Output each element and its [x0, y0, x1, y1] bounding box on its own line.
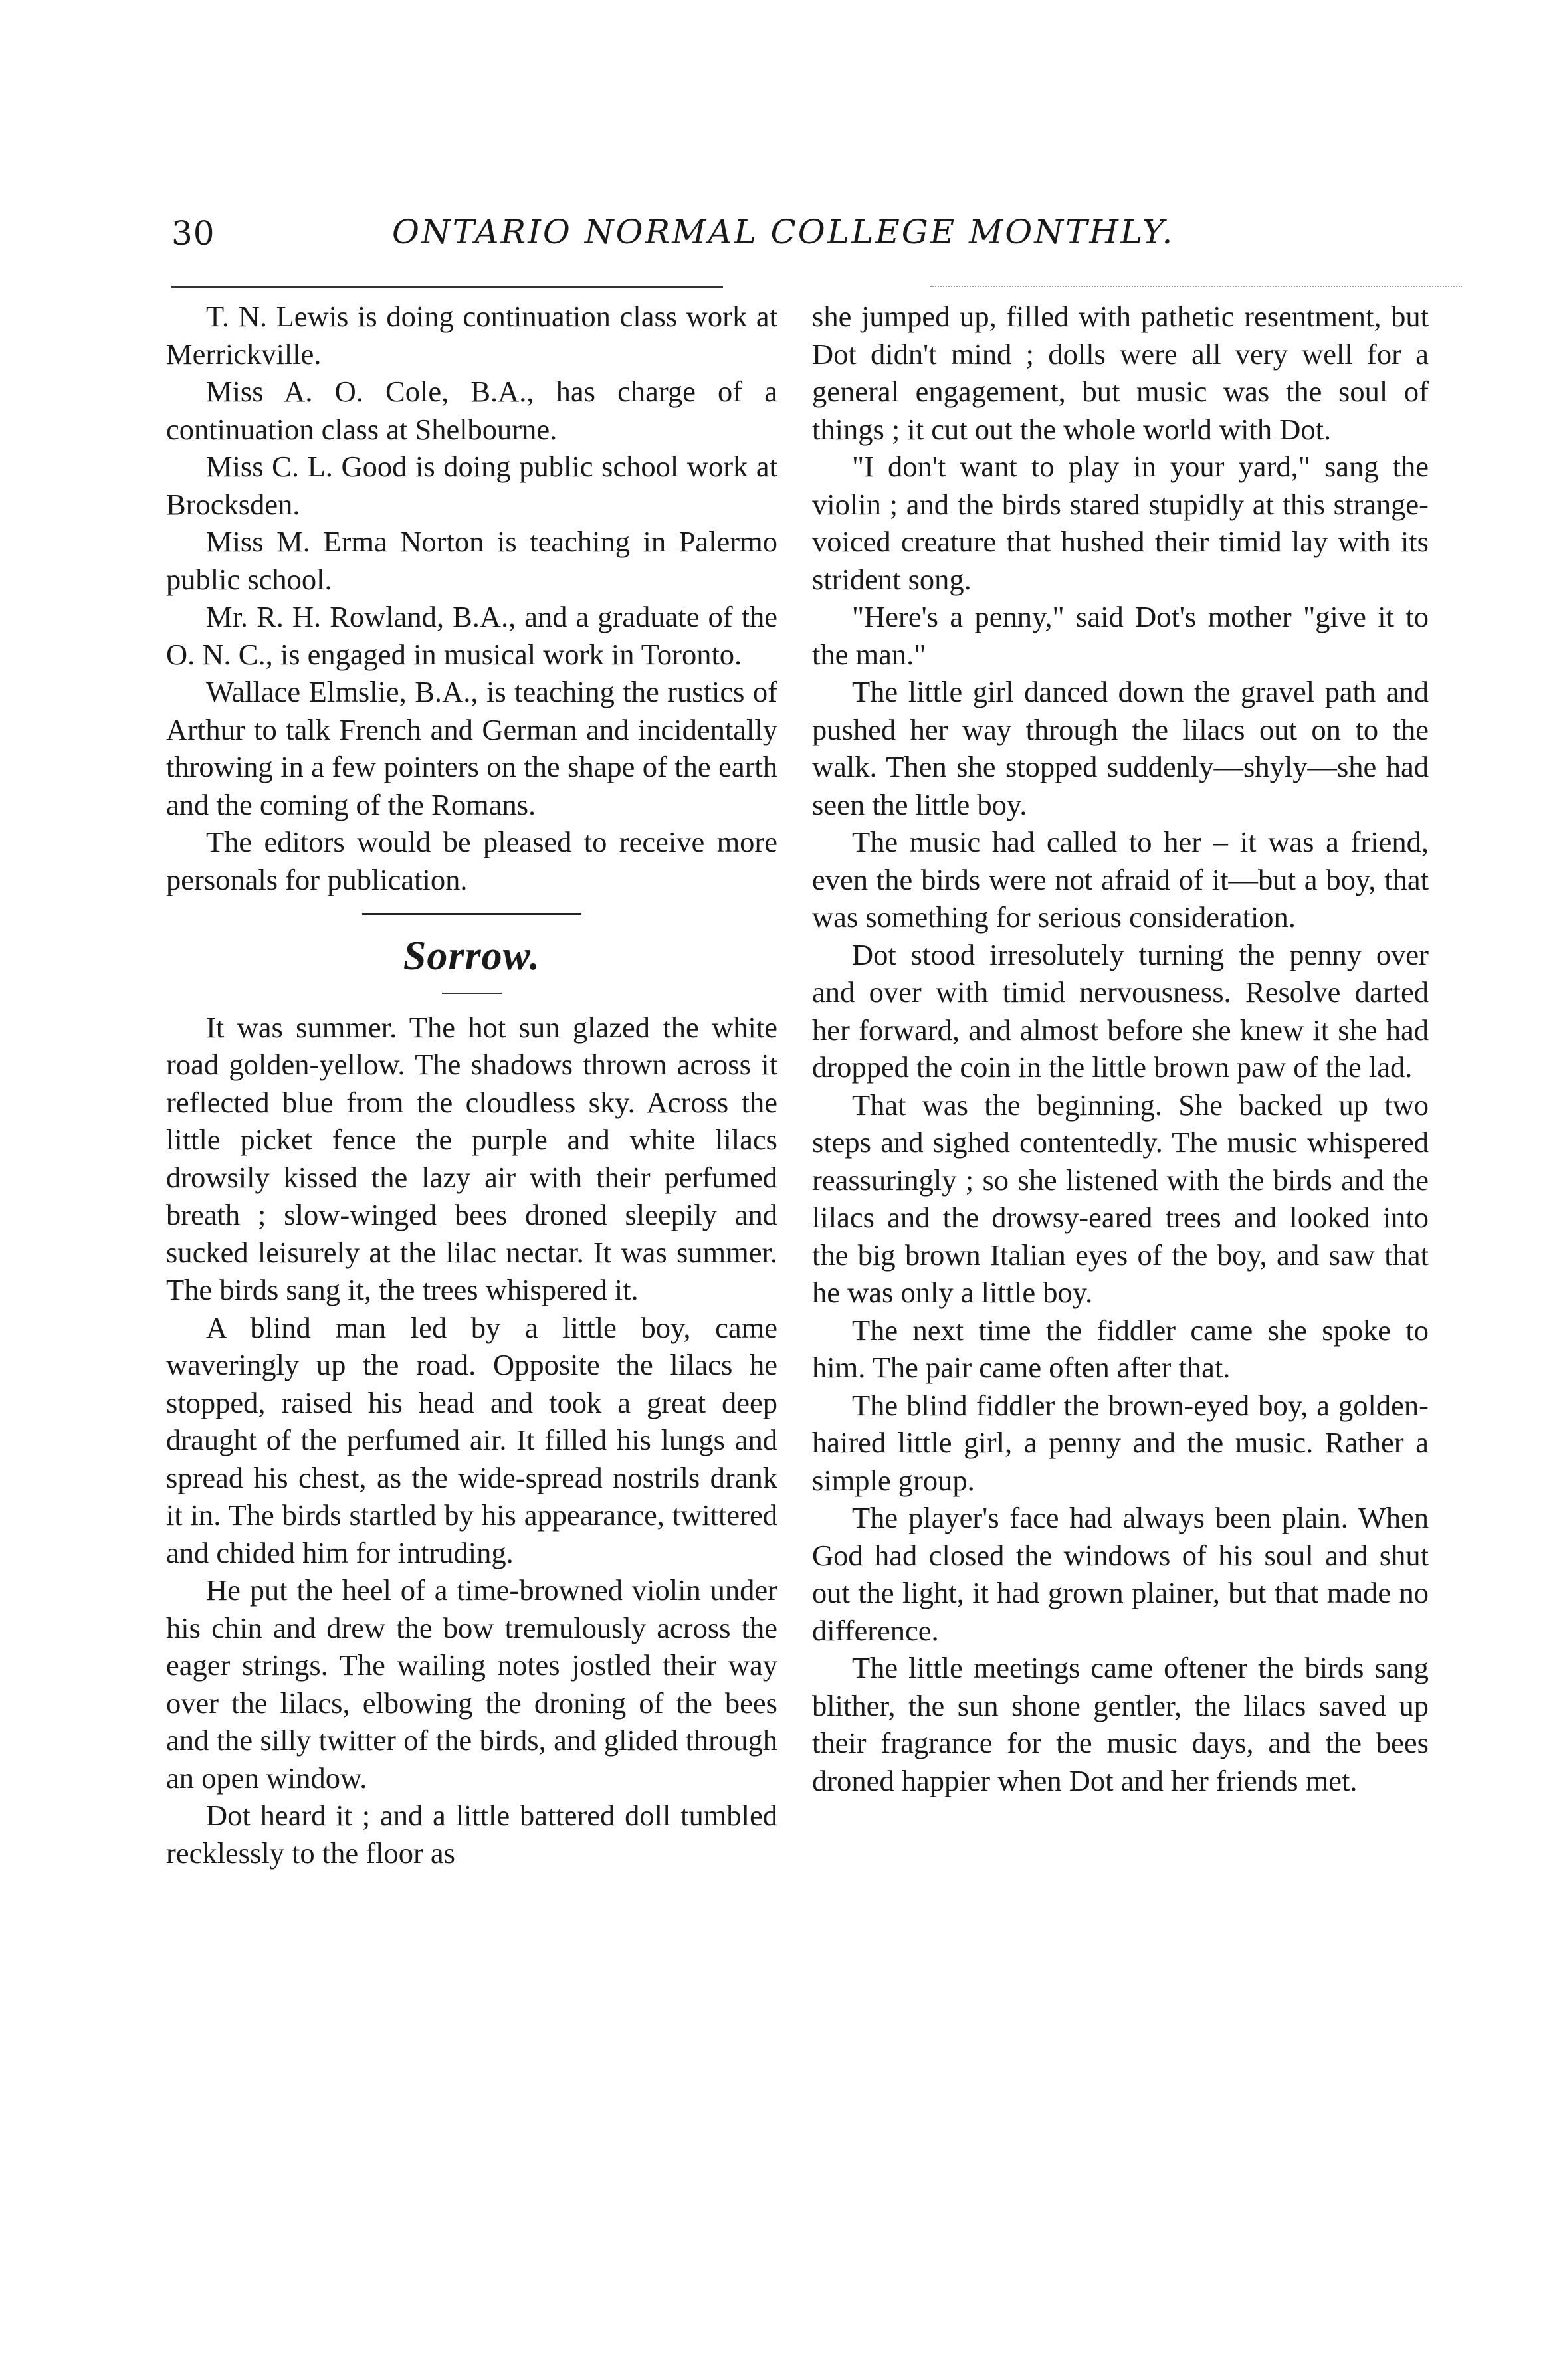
story-paragraph: Dot stood irresolutely turning the penny over and over with timid nervousness. Resolve darted her forward, and almost before she knew it she had dropped the coin in the little brown paw of the lad. [812, 938, 1429, 1084]
personal-item: T. N. Lewis is doing continuation class work at Merrickville. [166, 300, 777, 371]
header-rule-right [930, 286, 1462, 287]
personal-item: The editors would be pleased to receive more personals for publication. [166, 825, 777, 896]
story-paragraph: The music had called to her – it was a friend, even the birds were not afraid of it—but a boy, that was something for serious consideration. [812, 825, 1429, 934]
section-break [166, 913, 777, 994]
right-column [812, 298, 1429, 1799]
section-rule-top [362, 913, 581, 915]
story-paragraph: "Here's a penny," said Dot's mother "give it to the man." [812, 600, 1429, 671]
story-paragraph-continued: she jumped up, filled with pathetic resentment, but Dot didn't mind ; dolls were all very well for a general engagement, but music was the soul of things ; it cut out the whole world with Dot. [812, 300, 1429, 446]
page-number: 30 [171, 214, 215, 252]
story-paragraph: That was the beginning. She backed up two steps and sighed contentedly. The music whispered reassuringly ; so she listened with the birds and the lilacs and the drowsy-eared trees and looked into the big brown Italian eyes of the boy, and saw that he was only a little boy. [812, 1088, 1429, 1309]
story-paragraph: He put the heel of a time-browned violin under his chin and drew the bow tremulously across the eager strings. The wailing notes jostled their way over the lilacs, elbowing the droning of the bees and the silly twitter of the birds, and glided through an open window. [166, 1573, 777, 1795]
personal-item: Miss A. O. Cole, B.A., has charge of a continuation class at Shelbourne. [166, 375, 777, 446]
story-paragraph: The player's face had always been plain. When God had closed the windows of his soul and shut out the light, it had grown plainer, but that made no difference. [812, 1501, 1429, 1647]
story-paragraph: The next time the fiddler came she spoke to him. The pair came often after that. [812, 1313, 1429, 1384]
header-rule [171, 286, 723, 288]
left-column [166, 298, 777, 1872]
story-title: Sorrow. [403, 934, 541, 979]
story-paragraph: Dot heard it ; and a little battered doll tumbled recklessly to the floor as [166, 1799, 777, 1870]
story-paragraph: The little meetings came oftener the birds sang blither, the sun shone gentler, the lilacs saved up their fragrance for the music days, and the bees droned happier when Dot and her friends met. [812, 1651, 1429, 1797]
story-paragraph: "I don't want to play in your yard," sang the violin ; and the birds stared stupidly at this strange-voiced creature that hushed their timid lay with its strident song. [812, 450, 1429, 596]
story-paragraph: The little girl danced down the gravel path and pushed her way through the lilacs out on to the walk. Then she stopped suddenly—shyly—she had seen the little boy. [812, 675, 1429, 821]
running-title: ONTARIO NORMAL COLLEGE MONTHLY. [392, 213, 1175, 251]
personal-item: Wallace Elmslie, B.A., is teaching the rustics of Arthur to talk French and German and incidentally throwing in a few pointers on the shape of the earth and the coming of the Romans. [166, 675, 777, 821]
personal-item: Miss M. Erma Norton is teaching in Palermo public school. [166, 525, 777, 596]
personal-item: Mr. R. H. Rowland, B.A., and a graduate of the O. N. C., is engaged in musical work in Toronto. [166, 600, 777, 671]
story-paragraph: It was summer. The hot sun glazed the white road golden-yellow. The shadows thrown across it reflected blue from the cloudless sky. Across the little picket fence the purple and white lilacs drowsily kissed the lazy air with their perfumed breath ; slow-winged bees droned sleepily and sucked leisurely at the lilac nectar. It was summer. The birds sang it, the trees whispered it. [166, 1010, 777, 1306]
personal-item: Miss C. L. Good is doing public school work at Brocksden. [166, 450, 777, 521]
section-rule-bottom [442, 993, 502, 994]
story-paragraph: The blind fiddler the brown-eyed boy, a golden-haired little girl, a penny and the music. Rather a simple group. [812, 1388, 1429, 1497]
story-paragraph: A blind man led by a little boy, came waveringly up the road. Opposite the lilacs he stopped, raised his head and took a great deep draught of the perfumed air. It filled his lungs and spread his chest, as the wide-spread nostrils drank it in. The birds startled by his appearance, twittered and chided him for intruding. [166, 1310, 777, 1569]
